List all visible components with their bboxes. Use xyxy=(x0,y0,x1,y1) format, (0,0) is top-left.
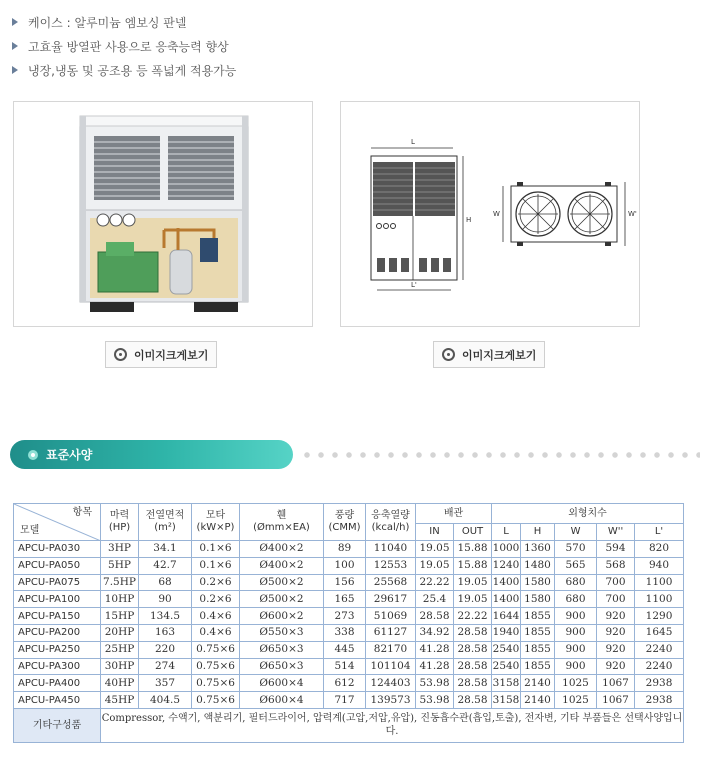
model-cell: APCU-PA075 xyxy=(14,574,101,591)
table-cell: 90 xyxy=(139,591,192,608)
table-row xyxy=(14,557,684,574)
table-cell: 920 xyxy=(597,658,635,675)
corner-header xyxy=(14,504,101,541)
table-cell: 19.05 xyxy=(416,541,454,558)
table-cell: 28.58 xyxy=(454,641,492,658)
section-title: 표준사양 xyxy=(46,448,93,462)
model-cell: APCU-PA030 xyxy=(14,541,101,558)
table-cell: 1025 xyxy=(555,692,597,709)
model-cell: APCU-PA050 xyxy=(14,557,101,574)
table-cell: 5HP xyxy=(101,557,139,574)
table-cell: Ø550×3 xyxy=(240,624,324,641)
table-cell: Ø600×2 xyxy=(240,608,324,625)
table-cell: Ø500×2 xyxy=(240,591,324,608)
section-header xyxy=(10,440,293,469)
table-cell: 700 xyxy=(597,591,635,608)
col-header-capacity: 응축열량 (kcal/h) xyxy=(366,504,416,541)
table-cell: 156 xyxy=(324,574,366,591)
table-cell: 0.1×6 xyxy=(192,541,240,558)
model-cell: APCU-PA200 xyxy=(14,624,101,641)
table-cell: 163 xyxy=(139,624,192,641)
table-cell: 1855 xyxy=(521,658,555,675)
table-cell: 3158 xyxy=(492,675,521,692)
dimension-diagram xyxy=(340,101,640,327)
label-L-prime: L' xyxy=(411,281,417,289)
table-cell: Ø650×3 xyxy=(240,641,324,658)
table-cell: 10HP xyxy=(101,591,139,608)
table-cell: 165 xyxy=(324,591,366,608)
col-header-L2: L' xyxy=(635,524,684,541)
table-cell: 3HP xyxy=(101,541,139,558)
table-cell: 0.75×6 xyxy=(192,692,240,709)
col-header-fan: 휀 (Ømm×EA) xyxy=(240,504,324,541)
feature-text: 케이스 : 알루미늄 엠보싱 판넬 xyxy=(28,15,187,30)
table-cell: 28.58 xyxy=(454,624,492,641)
table-cell: 357 xyxy=(139,675,192,692)
table-cell: 3158 xyxy=(492,692,521,709)
view-large-image-button[interactable] xyxy=(105,341,217,368)
table-cell: 220 xyxy=(139,641,192,658)
model-cell: APCU-PA450 xyxy=(14,692,101,709)
table-cell: 41.28 xyxy=(416,641,454,658)
table-row xyxy=(14,624,684,641)
table-cell: 51069 xyxy=(366,608,416,625)
table-cell: 53.98 xyxy=(416,675,454,692)
table-cell: 900 xyxy=(555,608,597,625)
table-cell: 28.58 xyxy=(454,692,492,709)
table-cell: 1100 xyxy=(635,591,684,608)
label-L: L xyxy=(411,138,415,146)
table-cell: 15HP xyxy=(101,608,139,625)
table-cell: 19.05 xyxy=(416,557,454,574)
table-row xyxy=(14,591,684,608)
table-cell: 40HP xyxy=(101,675,139,692)
col-header-pipe: 배관 xyxy=(416,504,492,524)
table-cell: 920 xyxy=(597,641,635,658)
model-cell: APCU-PA250 xyxy=(14,641,101,658)
etc-label: 기타구성품 xyxy=(14,708,101,742)
table-cell: 568 xyxy=(597,557,635,574)
table-cell: 22.22 xyxy=(416,574,454,591)
table-cell: 1400 xyxy=(492,591,521,608)
table-cell: Ø400×2 xyxy=(240,541,324,558)
table-cell: 34.92 xyxy=(416,624,454,641)
table-cell: 2140 xyxy=(521,692,555,709)
table-cell: 900 xyxy=(555,641,597,658)
table-cell: 101104 xyxy=(366,658,416,675)
etc-text: Compressor, 수액기, 액분리기, 필터드라이어, 압력계(고압,저압,유압), 진동흡수관(흡입,토출), 전자변, 기타 부품들은 선택사양입니다. xyxy=(101,708,684,742)
col-header-in: IN xyxy=(416,524,454,541)
table-cell: 820 xyxy=(635,541,684,558)
table-cell: 612 xyxy=(324,675,366,692)
bullet-triangle-icon xyxy=(12,18,18,26)
view-large-image-button[interactable] xyxy=(433,341,545,368)
label-W-prime: W' xyxy=(628,210,637,218)
table-cell: 1644 xyxy=(492,608,521,625)
table-cell: 900 xyxy=(555,658,597,675)
table-cell: 1855 xyxy=(521,624,555,641)
table-cell: 12553 xyxy=(366,557,416,574)
table-cell: 700 xyxy=(597,574,635,591)
spec-table xyxy=(13,503,684,743)
table-cell: 940 xyxy=(635,557,684,574)
col-header-hp: 마력 (HP) xyxy=(101,504,139,541)
label-W: W xyxy=(493,210,500,218)
table-cell: 0.75×6 xyxy=(192,641,240,658)
table-cell: 1067 xyxy=(597,692,635,709)
table-cell: 2540 xyxy=(492,658,521,675)
table-cell: 717 xyxy=(324,692,366,709)
label-H: H xyxy=(466,216,472,224)
table-cell: 53.98 xyxy=(416,692,454,709)
table-cell: 11040 xyxy=(366,541,416,558)
corner-item-label: 항목 xyxy=(72,507,92,518)
table-cell: 15.88 xyxy=(454,541,492,558)
table-cell: 19.05 xyxy=(454,574,492,591)
table-cell: 900 xyxy=(555,624,597,641)
table-cell: 338 xyxy=(324,624,366,641)
table-cell: Ø650×3 xyxy=(240,658,324,675)
magnifier-icon xyxy=(114,348,127,361)
table-cell: 2938 xyxy=(635,692,684,709)
col-header-L: L xyxy=(492,524,521,541)
table-cell: 1360 xyxy=(521,541,555,558)
col-header-motor: 모타 (kW×P) xyxy=(192,504,240,541)
table-cell: 1580 xyxy=(521,574,555,591)
circle-bullet-icon xyxy=(28,450,38,460)
table-cell: 28.58 xyxy=(416,608,454,625)
table-cell: 1000 xyxy=(492,541,521,558)
table-cell: 25568 xyxy=(366,574,416,591)
table-cell: 61127 xyxy=(366,624,416,641)
table-cell: 594 xyxy=(597,541,635,558)
table-cell: 41.28 xyxy=(416,658,454,675)
table-cell: 680 xyxy=(555,591,597,608)
table-cell: 82170 xyxy=(366,641,416,658)
table-cell: 89 xyxy=(324,541,366,558)
table-cell: 22.22 xyxy=(454,608,492,625)
table-cell: 7.5HP xyxy=(101,574,139,591)
table-cell: 15.88 xyxy=(454,557,492,574)
table-cell: 28.58 xyxy=(454,658,492,675)
table-cell: 19.05 xyxy=(454,591,492,608)
table-cell: 920 xyxy=(597,624,635,641)
product-photo xyxy=(13,101,313,327)
table-cell: 124403 xyxy=(366,675,416,692)
table-cell: 0.1×6 xyxy=(192,557,240,574)
model-cell: APCU-PA150 xyxy=(14,608,101,625)
table-cell: 680 xyxy=(555,574,597,591)
table-cell: 2240 xyxy=(635,658,684,675)
table-cell: 1400 xyxy=(492,574,521,591)
table-cell: 1240 xyxy=(492,557,521,574)
col-header-W: W xyxy=(555,524,597,541)
table-cell: 28.58 xyxy=(454,675,492,692)
table-cell: 0.4×6 xyxy=(192,624,240,641)
col-header-area: 전열면적 (m²) xyxy=(139,504,192,541)
zoom-label: 이미지크게보기 xyxy=(134,348,209,362)
feature-list xyxy=(12,10,236,82)
col-header-H: H xyxy=(521,524,555,541)
table-cell: Ø500×2 xyxy=(240,574,324,591)
table-cell: 25HP xyxy=(101,641,139,658)
table-cell: 1100 xyxy=(635,574,684,591)
feature-item xyxy=(12,34,236,58)
bullet-triangle-icon xyxy=(12,42,18,50)
feature-item xyxy=(12,10,236,34)
table-cell: Ø600×4 xyxy=(240,675,324,692)
zoom-label: 이미지크게보기 xyxy=(462,348,537,362)
table-row xyxy=(14,541,684,558)
table-cell: 0.4×6 xyxy=(192,608,240,625)
bullet-triangle-icon xyxy=(12,66,18,74)
table-cell: 100 xyxy=(324,557,366,574)
table-cell: 0.2×6 xyxy=(192,591,240,608)
table-row xyxy=(14,608,684,625)
table-row xyxy=(14,692,684,709)
table-cell: Ø600×4 xyxy=(240,692,324,709)
table-cell: 1855 xyxy=(521,641,555,658)
table-cell: 565 xyxy=(555,557,597,574)
table-cell: 2140 xyxy=(521,675,555,692)
table-row xyxy=(14,658,684,675)
table-cell: 139573 xyxy=(366,692,416,709)
col-header-air: 풍량 (CMM) xyxy=(324,504,366,541)
col-header-W2: W'' xyxy=(597,524,635,541)
feature-text: 냉장,냉동 및 공조용 등 폭넓게 적용가능 xyxy=(28,63,237,78)
table-cell: 0.75×6 xyxy=(192,658,240,675)
table-cell: 1290 xyxy=(635,608,684,625)
col-header-dims: 외형치수 xyxy=(492,504,684,524)
table-cell: 2240 xyxy=(635,641,684,658)
table-cell: 404.5 xyxy=(139,692,192,709)
table-cell: 20HP xyxy=(101,624,139,641)
table-cell: 68 xyxy=(139,574,192,591)
table-row xyxy=(14,675,684,692)
model-cell: APCU-PA100 xyxy=(14,591,101,608)
col-header-out: OUT xyxy=(454,524,492,541)
table-cell: 514 xyxy=(324,658,366,675)
table-cell: 1940 xyxy=(492,624,521,641)
table-cell: 0.2×6 xyxy=(192,574,240,591)
model-cell: APCU-PA400 xyxy=(14,675,101,692)
dotted-divider xyxy=(300,452,700,458)
table-cell: 34.1 xyxy=(139,541,192,558)
table-cell: 920 xyxy=(597,608,635,625)
table-cell: 1580 xyxy=(521,591,555,608)
table-cell: 274 xyxy=(139,658,192,675)
table-cell: 1480 xyxy=(521,557,555,574)
table-cell: 1067 xyxy=(597,675,635,692)
feature-item xyxy=(12,58,236,82)
table-cell: 445 xyxy=(324,641,366,658)
feature-text: 고효율 방열판 사용으로 응축능력 향상 xyxy=(28,39,229,54)
table-cell: 273 xyxy=(324,608,366,625)
table-cell: 42.7 xyxy=(139,557,192,574)
table-cell: 570 xyxy=(555,541,597,558)
table-cell: 29617 xyxy=(366,591,416,608)
table-cell: 30HP xyxy=(101,658,139,675)
magnifier-icon xyxy=(442,348,455,361)
corner-model-label: 모델 xyxy=(20,525,40,536)
table-cell: 1855 xyxy=(521,608,555,625)
table-cell: 134.5 xyxy=(139,608,192,625)
table-row xyxy=(14,641,684,658)
table-cell: Ø400×2 xyxy=(240,557,324,574)
table-cell: 1645 xyxy=(635,624,684,641)
table-cell: 45HP xyxy=(101,692,139,709)
table-cell: 2540 xyxy=(492,641,521,658)
table-cell: 2938 xyxy=(635,675,684,692)
model-cell: APCU-PA300 xyxy=(14,658,101,675)
table-cell: 1025 xyxy=(555,675,597,692)
table-cell: 25.4 xyxy=(416,591,454,608)
table-cell: 0.75×6 xyxy=(192,675,240,692)
table-row xyxy=(14,574,684,591)
